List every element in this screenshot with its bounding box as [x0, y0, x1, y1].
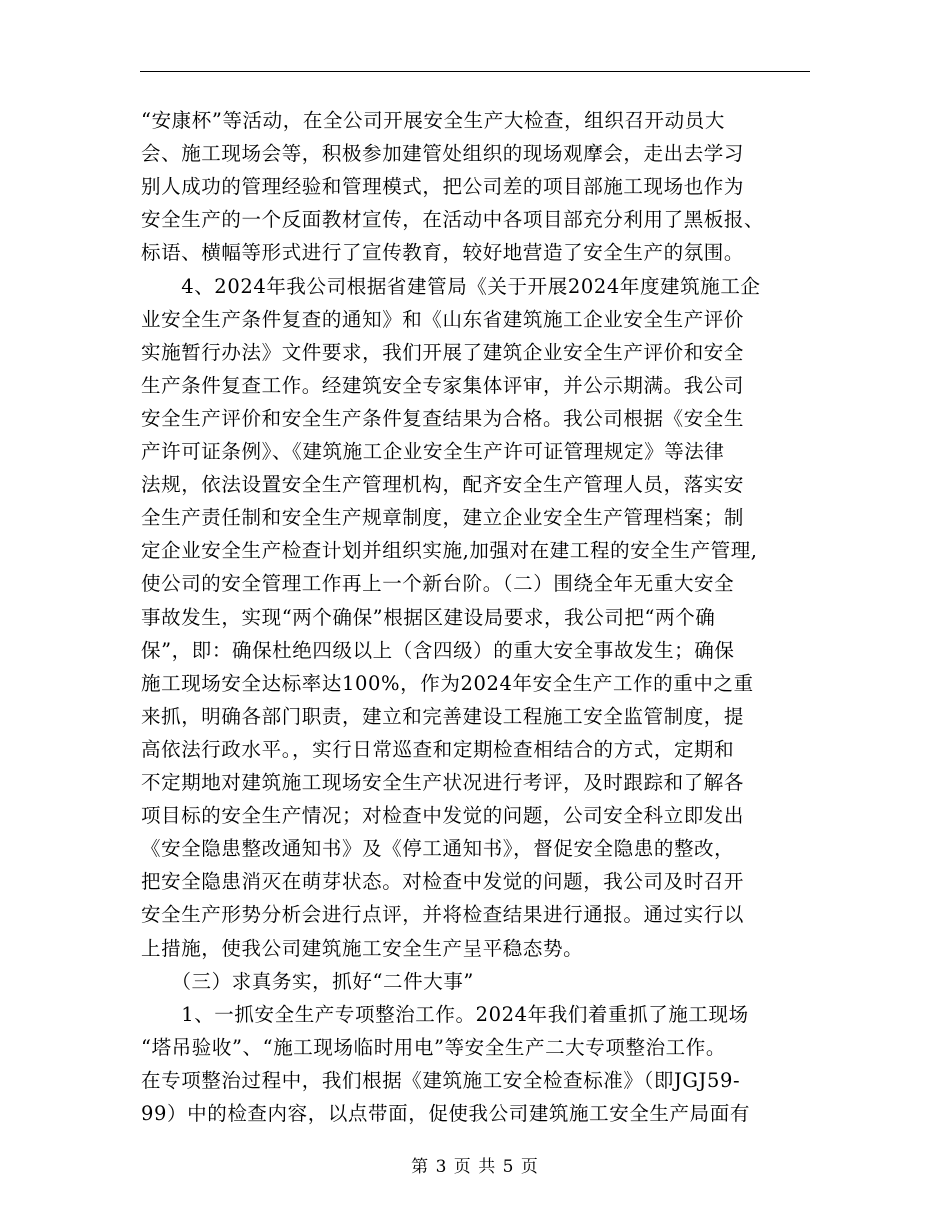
text-line: 生产条件复查工作。经建筑安全专家集体评审，并公示期满。我公司 [141, 373, 745, 397]
text-line: 安全生产的一个反面教材宣传，在活动中各项目部充分利用了黑板报、 [141, 208, 765, 232]
text-line: 产许可证条例》、《建筑施工企业安全生产许可证管理规定》等法律 [141, 440, 725, 463]
text-line: 业安全生产条件复查的通知》和《山东省建筑施工企业安全生产评价 [141, 307, 745, 331]
text-line: 安全生产形势分析会进行点评，并将检查结果进行通报。通过实行以 [141, 903, 745, 927]
text-line: 事故发生，实现“两个确保”根据区建设局要求，我公司把“两个确 [141, 605, 716, 629]
text-line: 来抓，明确各部门职责，建立和完善建设工程施工安全监管制度，提 [141, 704, 745, 728]
text-line: 高依法行政水平。，实行日常巡查和定期检查相结合的方式，定期和 [141, 737, 735, 761]
text-line: 定企业安全生产检查计划并组织实施,加强对在建工程的安全生产管理, [141, 539, 758, 563]
text-line: 把安全隐患消灭在萌芽状态。对检查中发觉的问题，我公司及时召开 [141, 870, 745, 894]
text-line: 上措施，使我公司建筑施工安全生产呈平稳态势。 [141, 936, 584, 960]
text-line: 会、施工现场会等，积极参加建管处组织的现场观摩会，走出去学习 [141, 142, 745, 166]
text-line: 使公司的安全管理工作再上一个新台阶。（二）围绕全年无重大安全 [141, 572, 735, 596]
text-line: 标语、横幅等形式进行了宣传教育，较好地营造了安全生产的氛围。 [141, 241, 745, 265]
text-line: 安全生产评价和安全生产条件复查结果为合格。我公司根据《安全生 [141, 406, 745, 430]
text-line: 99）中的检查内容，以点带面，促使我公司建筑施工安全生产局面有 [141, 1102, 750, 1125]
text-line: 4、2024年我公司根据省建管局《关于开展2024年度建筑施工企 [141, 274, 761, 298]
text-line: “安康杯”等活动，在全公司开展安全生产大检查，组织召开动员大 [141, 109, 725, 132]
text-line: 实施暂行办法》文件要求，我们开展了建筑企业安全生产评价和安全 [141, 340, 745, 364]
text-line: 《安全隐患整改通知书》及《停工通知书》，督促安全隐患的整改， [141, 837, 735, 861]
header-rule [140, 71, 810, 72]
text-line: （三）求真务实，抓好“二件大事” [141, 969, 474, 993]
text-line: 在专项整治过程中，我们根据《建筑施工安全检查标准》（即JGJ59- [141, 1068, 741, 1092]
text-line: 施工现场安全达标率达100%，作为2024年安全生产工作的重中之重 [141, 671, 754, 695]
page-footer: 第 3 页 共 5 页 [411, 1157, 539, 1177]
text-line: 法规，依法设置安全生产管理机构，配齐安全生产管理人员，落实安 [141, 473, 745, 497]
text-line: 不定期地对建筑施工现场安全生产状况进行考评，及时跟踪和了解各 [141, 771, 745, 794]
text-line: 别人成功的管理经验和管理模式，把公司差的项目部施工现场也作为 [141, 175, 745, 199]
text-line: 全生产责任制和安全生产规章制度，建立企业安全生产管理档案；制 [141, 506, 745, 530]
text-line: 项目标的安全生产情况；对检查中发觉的问题，公司安全科立即发出 [141, 804, 745, 828]
text-line: “塔吊验收”、“施工现场临时用电”等安全生产二大专项整治工作。 [141, 1035, 726, 1059]
text-line: 保”，即：确保杜绝四级以上（含四级）的重大安全事故发生；确保 [141, 638, 735, 662]
text-line: 1、一抓安全生产专项整治工作。2024年我们着重抓了施工现场 [141, 1002, 749, 1026]
